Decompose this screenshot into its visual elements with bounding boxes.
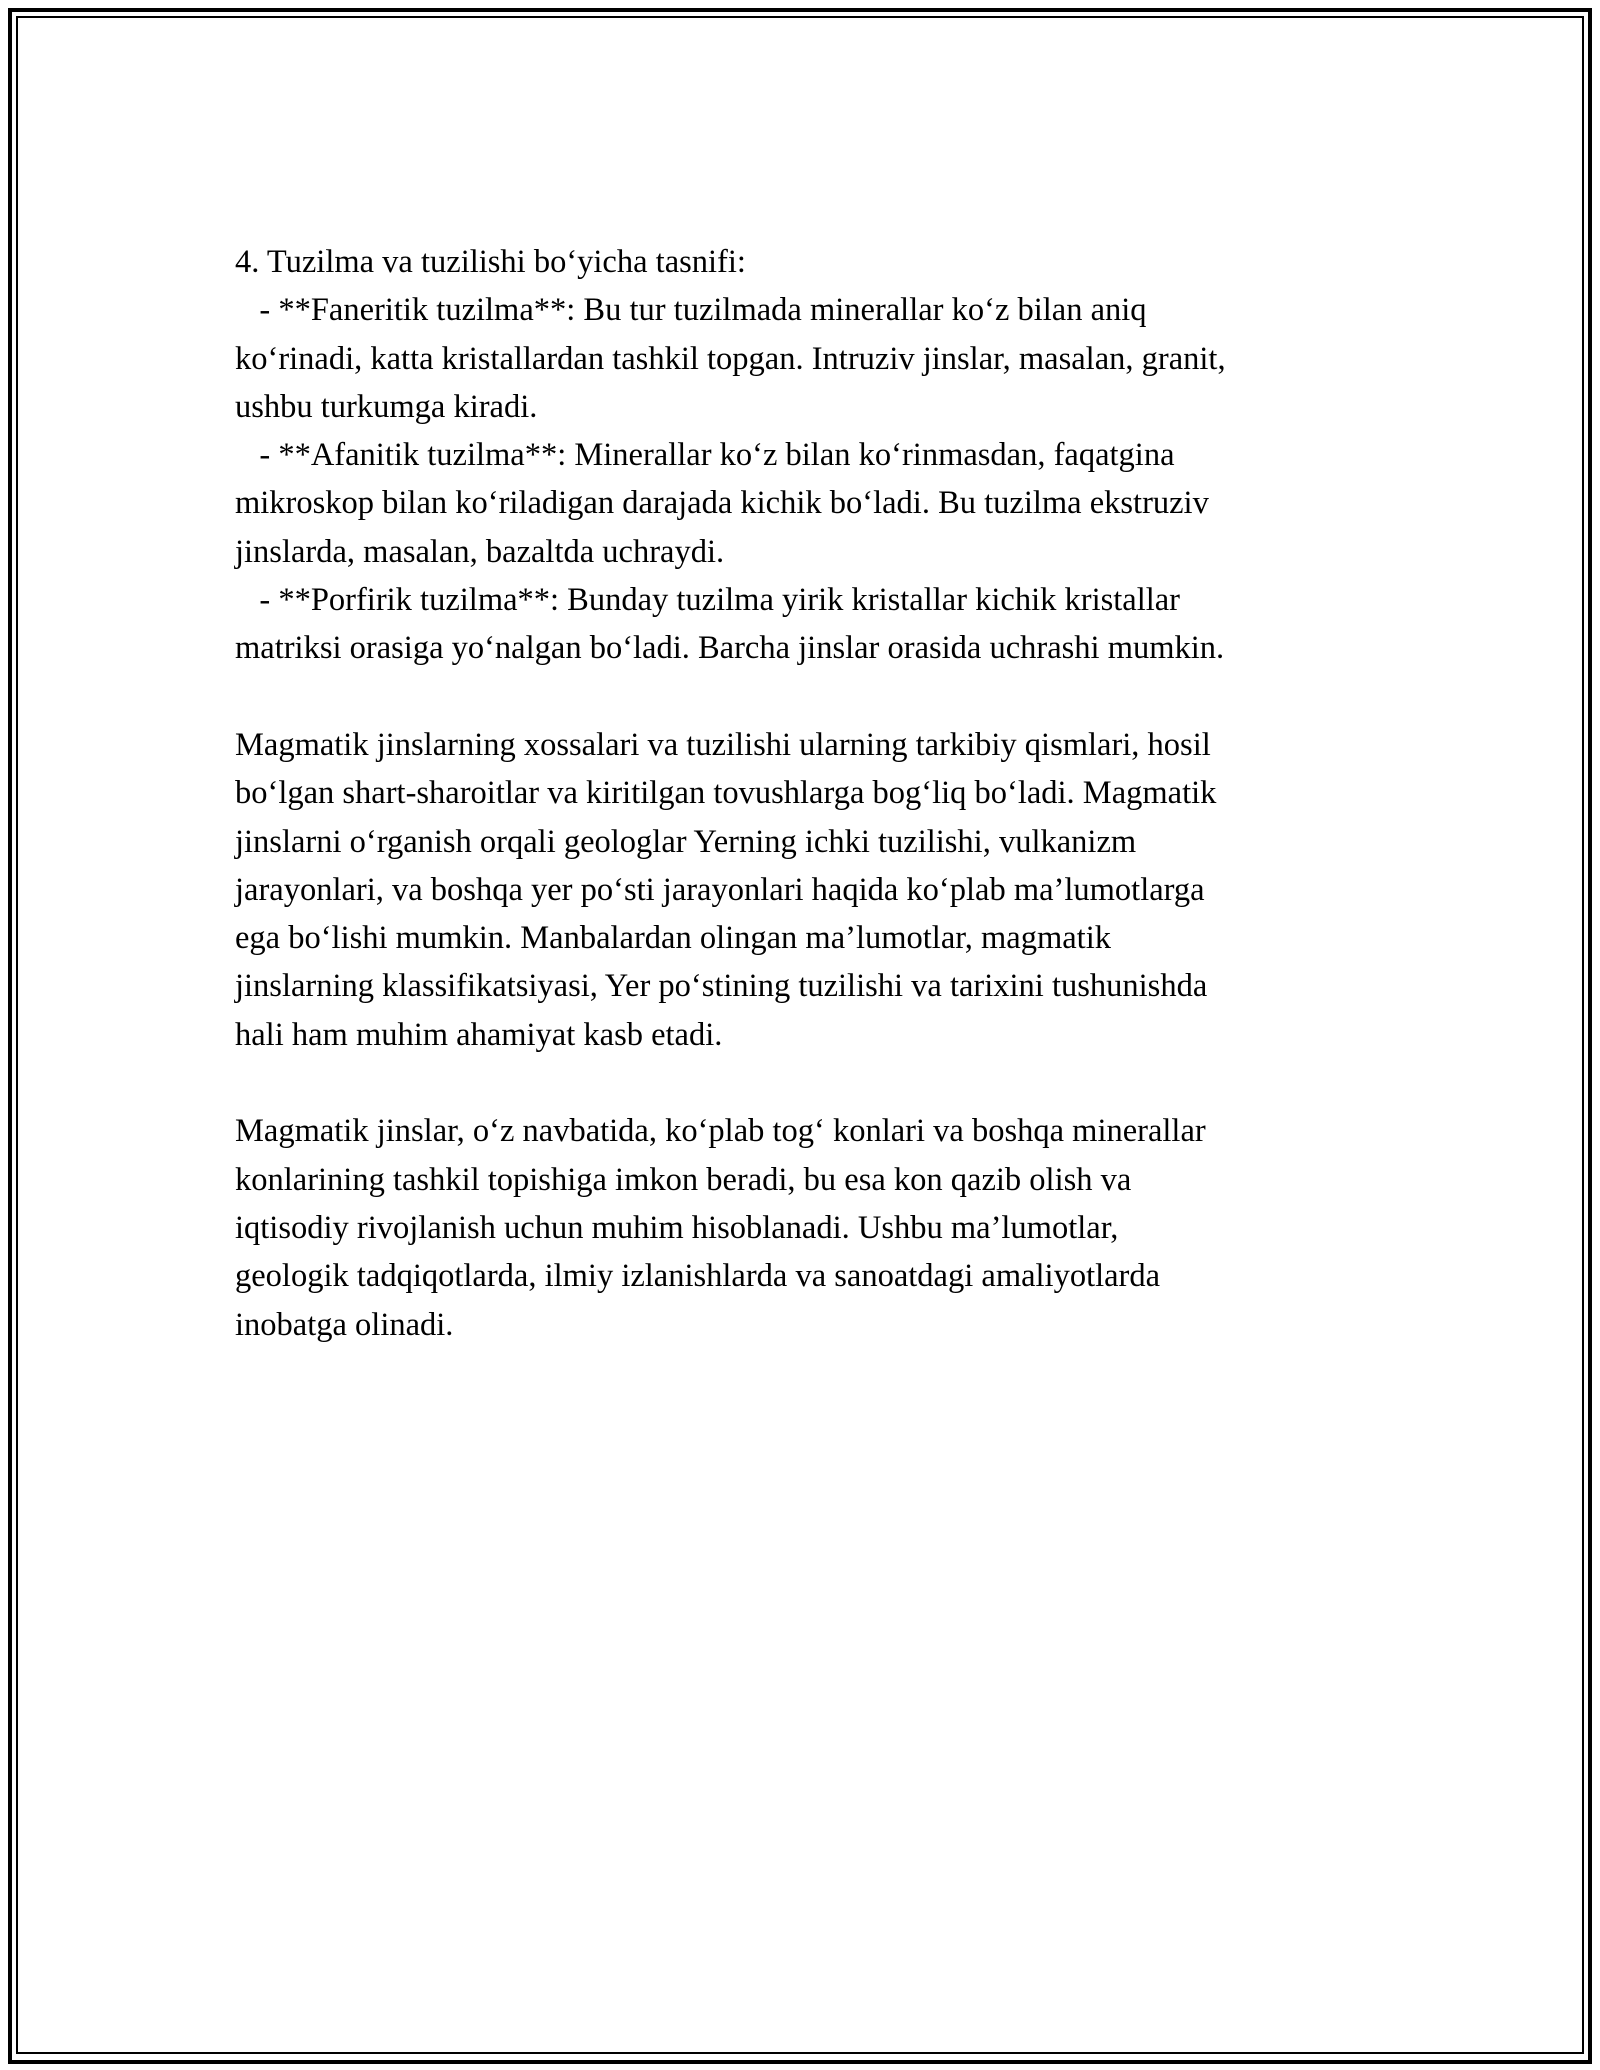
text-line: jinslarning klassifikatsiyasi, Yer po‘stining tuzilishi va tarixini tushunishda <box>235 968 1208 1005</box>
text-line: bo‘lgan shart-sharoitlar va kiritilgan tovushlarga bog‘liq bo‘ladi. Magmatik <box>235 775 1217 812</box>
paragraph-deposits <box>235 1107 1365 1348</box>
section-heading: 4. Tuzilma va tuzilishi bo‘yicha tasnifi: <box>235 244 746 280</box>
document-body <box>235 238 1365 1349</box>
text-line: jarayonlari, va boshqa yer po‘sti jarayonlari haqida ko‘plab ma’lumotlarga <box>235 871 1205 908</box>
text-line: Magmatik jinslar, o‘z navbatida, ko‘plab tog‘ konlari va boshqa minerallar <box>235 1113 1206 1150</box>
text-line: iqtisodiy rivojlanish uchun muhim hisoblanadi. Ushbu ma’lumotlar, <box>235 1209 1119 1246</box>
text-line: ko‘rinadi, katta kristallardan tashkil topgan. Intruziv jinslar, masalan, granit, <box>235 340 1226 377</box>
paragraph-properties <box>235 721 1365 1059</box>
text-line: ushbu turkumga kiradi. <box>235 388 538 425</box>
paragraph-gap <box>235 673 1365 721</box>
list-item-afanitik: - **Afanitik tuzilma**: Minerallar ko‘z bilan ko‘rinmasdan, faqatgina <box>235 437 1175 474</box>
text-line: inobatga olinadi. <box>235 1306 454 1343</box>
text-line: mikroskop bilan ko‘riladigan darajada kichik bo‘ladi. Bu tuzilma ekstruziv <box>235 485 1209 522</box>
list-item-faneritik: - **Faneritik tuzilma**: Bu tur tuzilmada minerallar ko‘z bilan aniq <box>235 292 1147 329</box>
text-line: matriksi orasiga yo‘nalgan bo‘ladi. Barcha jinslar orasida uchrashi mumkin. <box>235 630 1225 667</box>
text-line: hali ham muhim ahamiyat kasb etadi. <box>235 1016 723 1053</box>
text-line: jinslarni o‘rganish orqali geologlar Yerning ichki tuzilishi, vulkanizm <box>235 823 1137 860</box>
paragraph-gap <box>235 1059 1365 1107</box>
text-line: Magmatik jinslarning xossalari va tuzilishi ularning tarkibiy qismlari, hosil <box>235 726 1211 763</box>
text-line: ega bo‘lishi mumkin. Manbalardan olingan ma’lumotlar, magmatik <box>235 920 1111 957</box>
section-4-structure-classification <box>235 238 1365 673</box>
text-line: konlarining tashkil topishiga imkon beradi, bu esa kon qazib olish va <box>235 1161 1132 1198</box>
text-line: jinslarda, masalan, bazaltda uchraydi. <box>235 533 725 570</box>
list-item-porfirik: - **Porfirik tuzilma**: Bunday tuzilma yirik kristallar kichik kristallar <box>235 582 1181 619</box>
text-line: geologik tadqiqotlarda, ilmiy izlanishlarda va sanoatdagi amaliyotlarda <box>235 1258 1161 1295</box>
